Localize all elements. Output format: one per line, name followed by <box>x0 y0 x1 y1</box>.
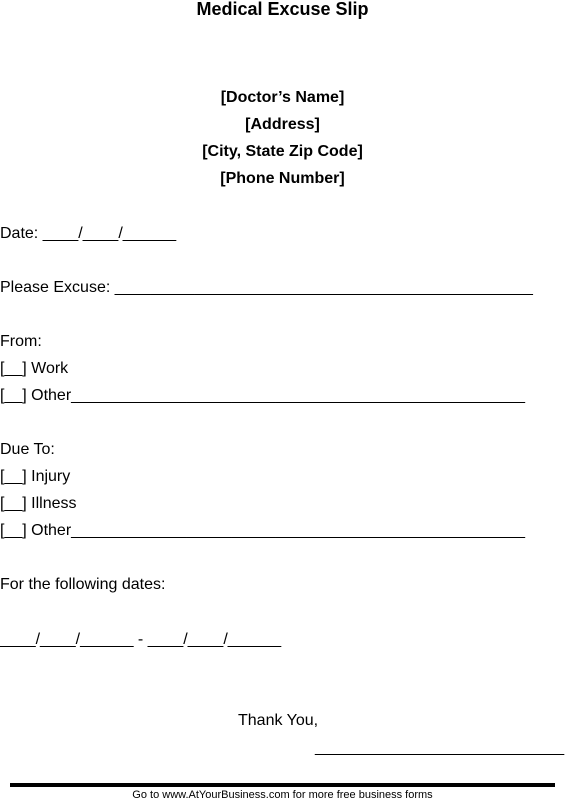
from-other-checkbox: [__] Other___________________________________________________ <box>0 387 525 404</box>
doctor-address: [Address] <box>245 116 320 133</box>
from-work-checkbox: [__] Work <box>0 360 69 377</box>
due-illness-checkbox: [__] Illness <box>0 495 77 512</box>
date-field: Date: ____/____/______ <box>0 225 177 242</box>
doctor-name: [Doctor’s Name] <box>220 89 345 106</box>
date-range-field: ____/____/______ - ____/____/______ <box>0 631 282 648</box>
due-other-checkbox: [__] Other___________________________________________________ <box>0 522 525 539</box>
due-to-label: Due To: <box>0 441 55 458</box>
from-label: From: <box>0 333 42 350</box>
following-dates-label: For the following dates: <box>0 576 166 593</box>
footer-rule <box>10 783 555 787</box>
doctor-phone: [Phone Number] <box>220 170 345 187</box>
doctor-city-state-zip: [City, State Zip Code] <box>202 143 363 160</box>
please-excuse-field: Please Excuse: _______________________________________________ <box>0 279 533 296</box>
thank-you-text: Thank You, <box>238 712 319 729</box>
footer-text: Go to www.AtYourBusiness.com for more free business forms <box>132 789 433 801</box>
due-injury-checkbox: [__] Injury <box>0 468 71 485</box>
document-title: Medical Excuse Slip <box>196 0 369 19</box>
signature-line: ____________________________ <box>315 739 565 756</box>
